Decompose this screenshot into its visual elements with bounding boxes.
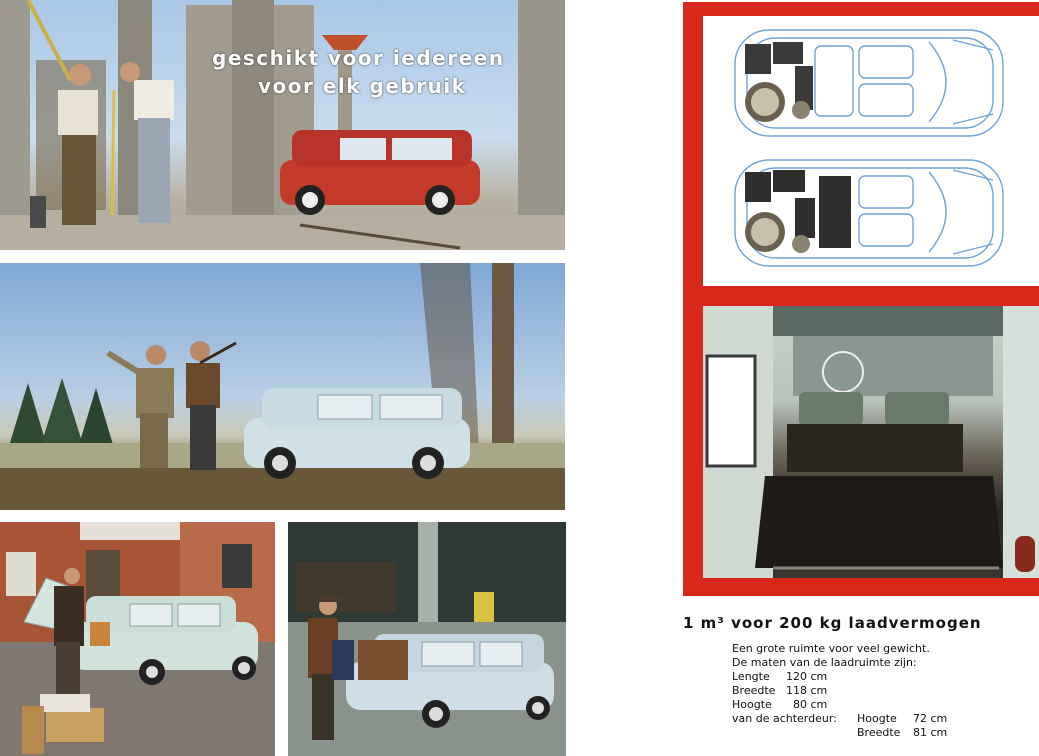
field-scene: [0, 263, 565, 510]
house-scene: [0, 522, 275, 756]
specs-intro-line-1: Een grote ruimte voor veel gewicht.: [732, 642, 930, 655]
construction-scene: [0, 0, 565, 250]
door-height-label: Hoogte: [857, 712, 897, 725]
spec-width-label: Breedte: [732, 684, 776, 697]
caption-line-2: voor elk gebruik: [258, 74, 467, 98]
specs-heading: 1 m³ voor 200 kg laadvermogen: [683, 614, 982, 632]
photo-hunters-field: [0, 263, 565, 510]
caption-line-1: geschikt voor iedereen: [212, 46, 505, 70]
photo-station-suitcase: [288, 522, 566, 756]
specs-intro-line-2: De maten van de laadruimte zijn:: [732, 656, 917, 669]
spec-length-value: 120 cm: [786, 670, 828, 683]
door-width-value: 81 cm: [913, 726, 948, 739]
spec-width-value: 118 cm: [786, 684, 828, 697]
door-label: van de achterdeur:: [732, 712, 837, 725]
spec-height-label: Hoogte: [732, 698, 772, 711]
photo-construction-site: [0, 0, 565, 250]
door-width-label: Breedte: [857, 726, 901, 739]
cargo-layout-diagram: [703, 16, 1039, 286]
spec-height-value: 80 cm: [793, 698, 828, 711]
photo-cargo-interior: [703, 306, 1039, 578]
interior-scene: [703, 306, 1039, 578]
spec-length-label: Lengte: [732, 670, 770, 683]
station-scene: [288, 522, 566, 756]
photo-loading-at-house: [0, 522, 275, 756]
top-view-diagrams: [703, 16, 1039, 286]
door-height-value: 72 cm: [913, 712, 948, 725]
